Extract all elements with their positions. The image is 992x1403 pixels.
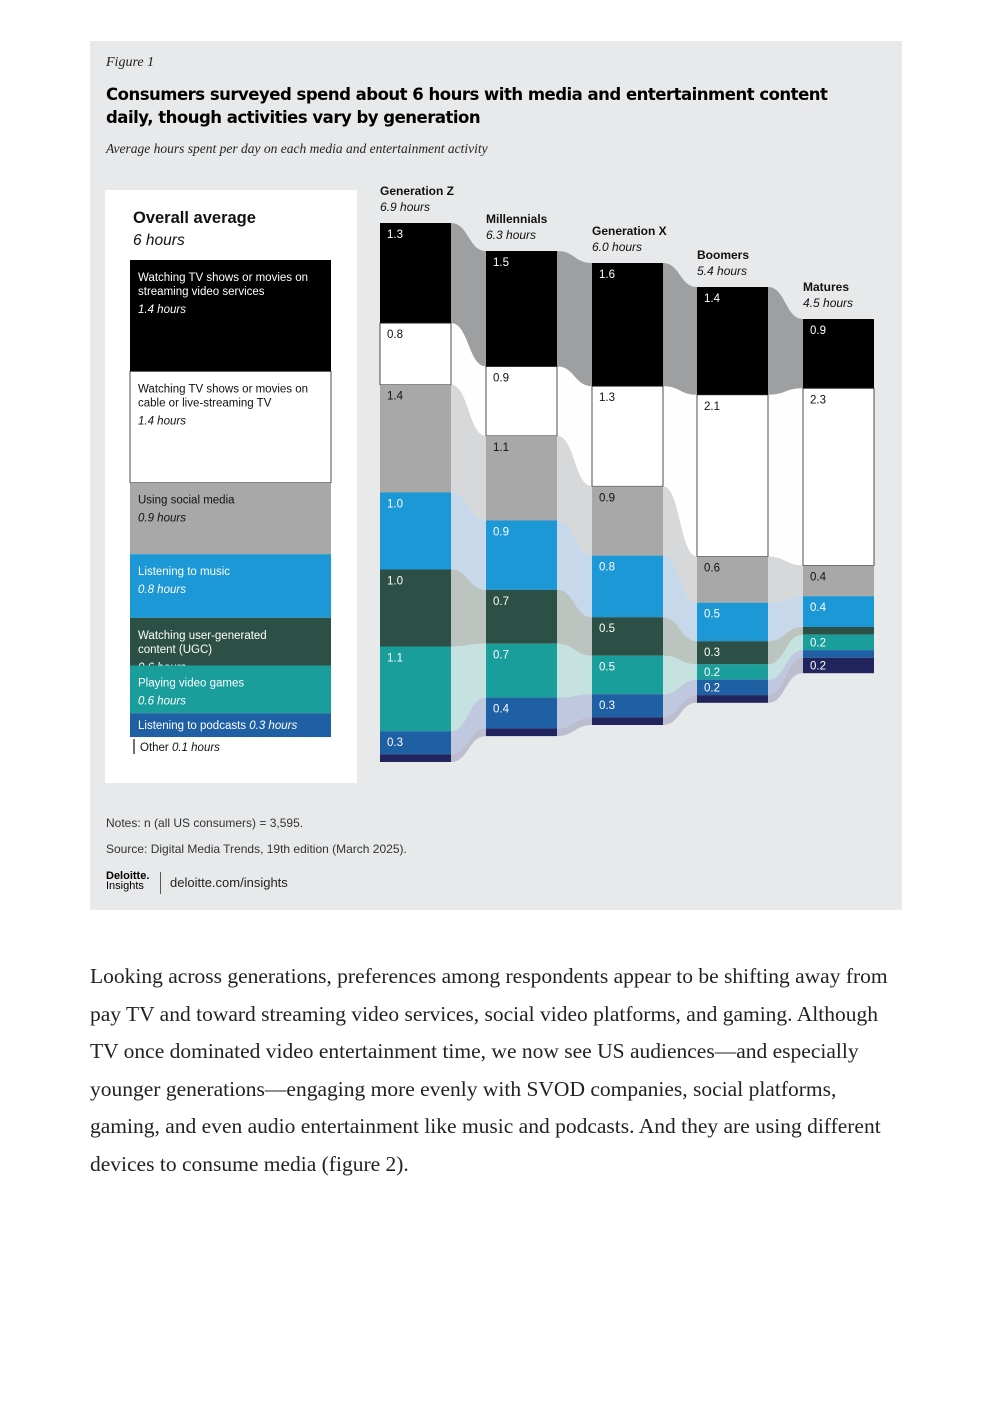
bar-1-label-ugc: 1.0 <box>387 575 403 588</box>
bar-3-segment-streaming <box>592 263 663 386</box>
bar-5-segment-podcasts <box>803 650 874 658</box>
bar-2-label-ugc: 0.7 <box>493 595 509 608</box>
bar-4-segment-other <box>697 695 768 703</box>
bar-4-label-streaming: 1.4 <box>704 293 720 305</box>
bar-1-label-cable: 0.8 <box>387 329 403 342</box>
bar-5-segment-ugc <box>803 627 874 635</box>
ribbon-streaming-3 <box>663 263 697 395</box>
figure-source: Source: Digital Media Trends, 19th edition (March 2025). <box>106 842 407 856</box>
bar-5-segment-cable <box>803 388 874 565</box>
generation-name-4: Boomers <box>697 248 750 262</box>
bar-5-label-other: 0.2 <box>810 660 826 673</box>
overall-label-cable-line2: cable or live-streaming TV <box>138 397 272 410</box>
overall-label-streaming-line2: streaming video services <box>138 286 265 298</box>
bar-4-label-cable: 2.1 <box>704 400 720 413</box>
generation-total-4: 5.4 hours <box>697 264 748 278</box>
overall-title: Overall average <box>133 209 256 227</box>
bar-5-label-music: 0.4 <box>810 602 826 615</box>
bar-4-label-podcasts: 0.2 <box>704 682 720 695</box>
bar-2-label-social: 1.1 <box>493 441 509 454</box>
logo-name: Deloitte. <box>106 870 150 882</box>
figure-subtitle: Average hours spent per day on each media and entertainment activity <box>106 141 488 156</box>
bar-4-label-ugc: 0.3 <box>704 647 720 660</box>
overall-label-ugc-line2: content (UGC) <box>138 643 213 656</box>
bar-3-label-streaming: 1.6 <box>599 269 615 281</box>
generation-total-1: 6.9 hours <box>380 200 431 214</box>
overall-label-podcasts: Listening to podcasts 0.3 hours <box>138 720 298 733</box>
bar-4-label-social: 0.6 <box>704 562 720 575</box>
figure-panel <box>90 41 902 910</box>
generation-name-3: Generation X <box>592 224 667 238</box>
overall-label-music-line1: Listening to music <box>138 566 231 579</box>
overall-label-games-line1: Playing video games <box>138 677 245 690</box>
bar-3-segment-other <box>592 717 663 725</box>
deloitte-logo <box>106 871 149 891</box>
overall-label-streaming-line1: Watching TV shows or movies on <box>138 272 309 284</box>
bar-1-label-streaming: 1.3 <box>387 229 403 241</box>
bar-5-label-cable: 2.3 <box>810 394 826 407</box>
bar-5-label-social: 0.4 <box>810 571 826 584</box>
overall-value-music: 0.8 hours <box>138 584 186 597</box>
bar-5-label-games: 0.2 <box>810 637 826 650</box>
bar-5-label-streaming: 0.9 <box>810 325 826 337</box>
stacked-chart <box>90 41 902 910</box>
generation-total-2: 6.3 hours <box>486 228 537 242</box>
bar-3-label-games: 0.5 <box>599 661 615 674</box>
bar-3-label-podcasts: 0.3 <box>599 700 615 713</box>
overall-label-ugc-line1: Watching user-generated <box>138 629 267 642</box>
ribbon-streaming-4 <box>768 287 803 395</box>
generation-name-5: Matures <box>803 280 850 294</box>
overall-value-cable: 1.4 hours <box>138 415 186 428</box>
bar-2-label-games: 0.7 <box>493 649 509 662</box>
bar-1-label-podcasts: 0.3 <box>387 737 403 750</box>
generation-total-5: 4.5 hours <box>803 296 854 310</box>
bar-4-label-games: 0.2 <box>704 667 720 679</box>
body-paragraph: Looking across generations, preferences among respondents appear to be shifting away from pay TV and toward streaming video services, social video platforms, and gaming. Although TV once dominated video entertainment time, we now see US audiences—and especially younger generations—engaging more evenly with SVOD companies, social platforms, gaming, and even audio entertainment like music and podcasts. And they are using different devices to consume media (figure 2). <box>90 964 888 1176</box>
overall-value-social: 0.9 hours <box>138 512 186 525</box>
bar-2-label-music: 0.9 <box>493 526 509 539</box>
figure-notes: Notes: n (all US consumers) = 3,595. <box>106 816 304 830</box>
generation-name-2: Millennials <box>486 212 548 226</box>
bar-4-segment-cable <box>697 395 768 557</box>
bar-4-label-music: 0.5 <box>704 608 720 621</box>
overall-label-social-line1: Using social media <box>138 494 235 507</box>
logo-separator <box>160 872 161 894</box>
logo-sub: Insights <box>106 880 144 892</box>
logo-url: deloitte.com/insights <box>170 875 288 890</box>
bar-3-label-cable: 1.3 <box>599 392 615 405</box>
bar-2-label-cable: 0.9 <box>493 372 509 385</box>
bar-2-label-podcasts: 0.4 <box>493 703 509 716</box>
figure-title: Consumers surveyed spend about 6 hours with media and entertainment content daily, though activities vary by generation <box>106 85 828 127</box>
overall-total: 6 hours <box>133 232 185 249</box>
overall-label-other: Other 0.1 hours <box>140 742 220 755</box>
overall-value-games: 0.6 hours <box>138 695 186 708</box>
bar-3-label-social: 0.9 <box>599 492 615 505</box>
bar-1-label-games: 1.1 <box>387 652 403 665</box>
bar-1-segment-other <box>380 754 451 762</box>
bar-1-label-music: 1.0 <box>387 498 403 511</box>
figure-label: Figure 1 <box>106 55 155 70</box>
overall-label-cable-line1: Watching TV shows or movies on <box>138 383 309 396</box>
ribbon-cable-4 <box>768 388 803 565</box>
bar-3-label-ugc: 0.5 <box>599 623 615 636</box>
bar-1-label-social: 1.4 <box>387 390 403 403</box>
bar-2-segment-other <box>486 728 557 736</box>
overall-value-streaming: 1.4 hours <box>138 304 186 316</box>
bar-3-label-music: 0.8 <box>599 561 615 574</box>
bar-2-label-streaming: 1.5 <box>493 257 509 269</box>
generation-name-1: Generation Z <box>380 184 455 198</box>
ribbon-streaming-2 <box>557 251 592 386</box>
generation-total-3: 6.0 hours <box>592 240 643 254</box>
